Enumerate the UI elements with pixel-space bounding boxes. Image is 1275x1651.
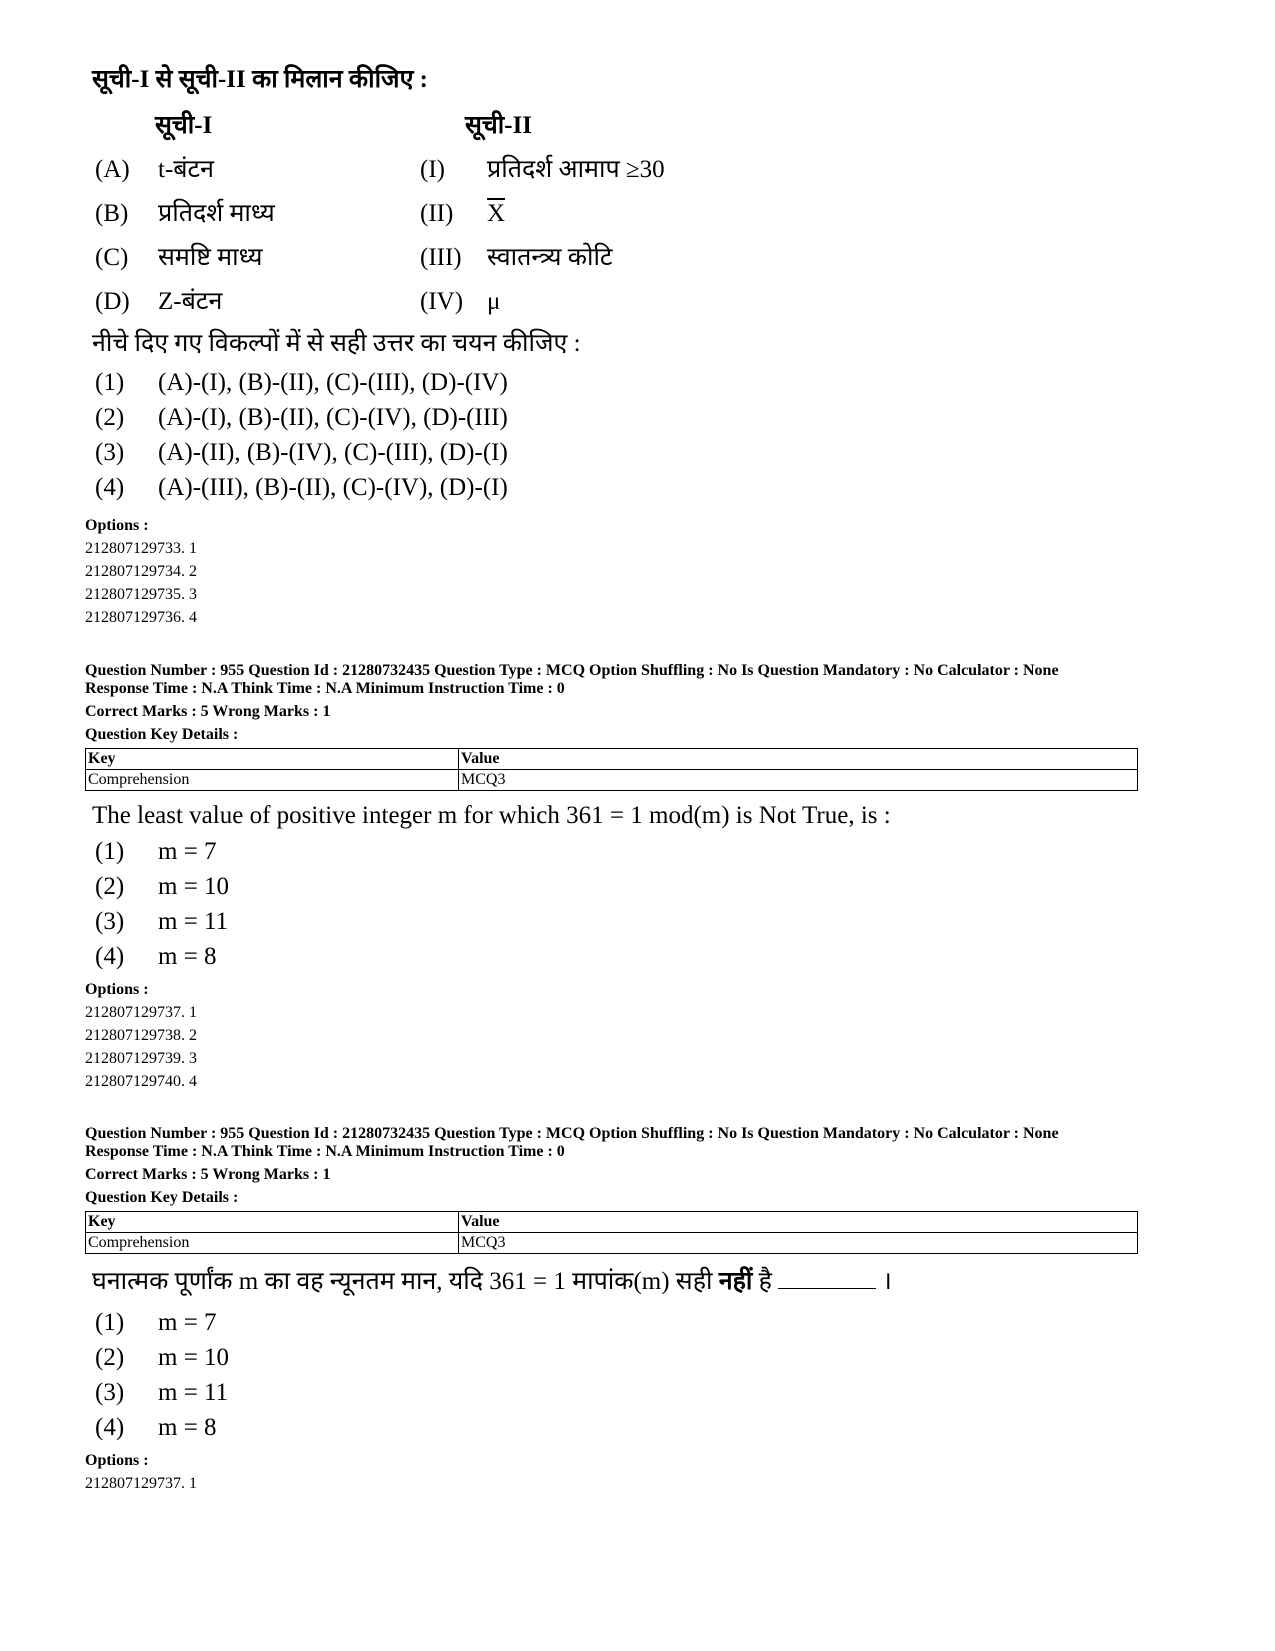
option-id: 212807129734. 2	[85, 563, 197, 580]
q3-key-details: Question Key Details :	[85, 1189, 239, 1206]
table-header-key: Key	[86, 1212, 459, 1233]
q3-meta-line2: Response Time : N.A Think Time : N.A Minimum Instruction Time : 0	[85, 1143, 565, 1160]
option-id: 212807129733. 1	[85, 540, 197, 557]
options-label: Options :	[85, 1452, 149, 1469]
row-text-b: प्रतिदर्श माध्य	[158, 200, 275, 227]
q1-instruction: सूची-I से सूची-II का मिलान कीजिए :	[92, 66, 428, 93]
q3-key-table	[85, 1211, 1138, 1254]
table-row	[86, 770, 1138, 791]
answer-choice: (1) m = 7	[95, 1309, 217, 1336]
table-header-row	[86, 749, 1138, 770]
table-header-key: Key	[86, 749, 459, 770]
list1-heading: सूची-I	[155, 112, 213, 139]
answer-blank	[778, 1268, 876, 1289]
answer-choice: (1) (A)-(I), (B)-(II), (C)-(III), (D)-(IV)	[95, 369, 508, 396]
row-label-d: (D)	[95, 288, 130, 315]
answer-choice: (3) m = 11	[95, 908, 229, 935]
option-id: 212807129738. 2	[85, 1027, 197, 1044]
q3-question: घनात्मक पूर्णांक m का वह न्यूनतम मान, यदि 361 = 1 मापांक(m) सही नहीं है ।	[92, 1268, 892, 1295]
answer-choice: (4) (A)-(III), (B)-(II), (C)-(IV), (D)-(I)	[95, 474, 508, 501]
match-row	[95, 154, 795, 192]
row-label-i: (I)	[420, 156, 445, 183]
row-text-iv: μ	[487, 288, 501, 315]
list2-heading: सूची-II	[465, 112, 533, 139]
answer-choice: (4) m = 8	[95, 1414, 217, 1441]
option-id: 212807129739. 3	[85, 1050, 197, 1067]
table-row	[86, 1233, 1138, 1254]
match-row	[95, 198, 795, 236]
table-cell-value: MCQ3	[459, 770, 1138, 791]
option-id: 212807129735. 3	[85, 586, 197, 603]
row-text-iii: स्वातन्त्र्य कोटि	[487, 244, 613, 271]
row-text-d: Z-बंटन	[158, 288, 223, 315]
answer-choice: (3) m = 11	[95, 1379, 229, 1406]
row-label-iii: (III)	[420, 244, 462, 271]
answer-choice: (3) (A)-(II), (B)-(IV), (C)-(III), (D)-(I)	[95, 439, 508, 466]
row-label-a: (A)	[95, 156, 130, 183]
answer-choice: (2) m = 10	[95, 1344, 230, 1371]
option-id: 212807129737. 1	[85, 1004, 197, 1021]
q3-marks: Correct Marks : 5 Wrong Marks : 1	[85, 1166, 331, 1183]
table-header-value: Value	[459, 1212, 1138, 1233]
answer-choice: (4) m = 8	[95, 943, 217, 970]
table-header-row	[86, 1212, 1138, 1233]
row-label-c: (C)	[95, 244, 129, 271]
q2-key-details: Question Key Details :	[85, 726, 239, 743]
q3-meta-line1: Question Number : 955 Question Id : 21280732435 Question Type : MCQ Option Shuffling : No Is Question Mandatory : No Calculator : None	[85, 1125, 1059, 1142]
q2-meta-line2: Response Time : N.A Think Time : N.A Minimum Instruction Time : 0	[85, 680, 565, 697]
row-text-c: समष्टि माध्य	[158, 244, 263, 271]
row-label-ii: (II)	[420, 200, 454, 227]
table-cell-value: MCQ3	[459, 1233, 1138, 1254]
options-label: Options :	[85, 981, 149, 998]
q2-meta-line1: Question Number : 955 Question Id : 21280732435 Question Type : MCQ Option Shuffling : No Is Question Mandatory : No Calculator : None	[85, 662, 1059, 679]
row-label-iv: (IV)	[420, 288, 464, 315]
answer-choice: (2) m = 10	[95, 873, 230, 900]
table-cell-key: Comprehension	[86, 1233, 459, 1254]
option-id: 212807129736. 4	[85, 609, 197, 626]
q2-marks: Correct Marks : 5 Wrong Marks : 1	[85, 703, 331, 720]
q2-key-table	[85, 748, 1138, 791]
option-id: 212807129737. 1	[85, 1475, 197, 1492]
q1-choose-instruction: नीचे दिए गए विकल्पों में से सही उत्तर का चयन कीजिए :	[92, 330, 581, 357]
q2-question: The least value of positive integer m for which 361 = 1 mod(m) is Not True, is :	[92, 802, 891, 829]
row-text-a: t-बंटन	[158, 156, 215, 183]
answer-choice: (1) m = 7	[95, 838, 217, 865]
question-emphasis: नहीं	[718, 1268, 753, 1295]
option-id: 212807129740. 4	[85, 1073, 197, 1090]
options-label: Options :	[85, 517, 149, 534]
table-cell-key: Comprehension	[86, 770, 459, 791]
row-text-i: प्रतिदर्श आमाप ≥30	[487, 156, 665, 183]
row-label-b: (B)	[95, 200, 129, 227]
match-row	[95, 242, 795, 280]
table-header-value: Value	[459, 749, 1138, 770]
answer-choice: (2) (A)-(I), (B)-(II), (C)-(IV), (D)-(III)	[95, 404, 508, 431]
row-text-ii: $\overline{X}$	[487, 200, 506, 227]
match-row	[95, 286, 795, 324]
